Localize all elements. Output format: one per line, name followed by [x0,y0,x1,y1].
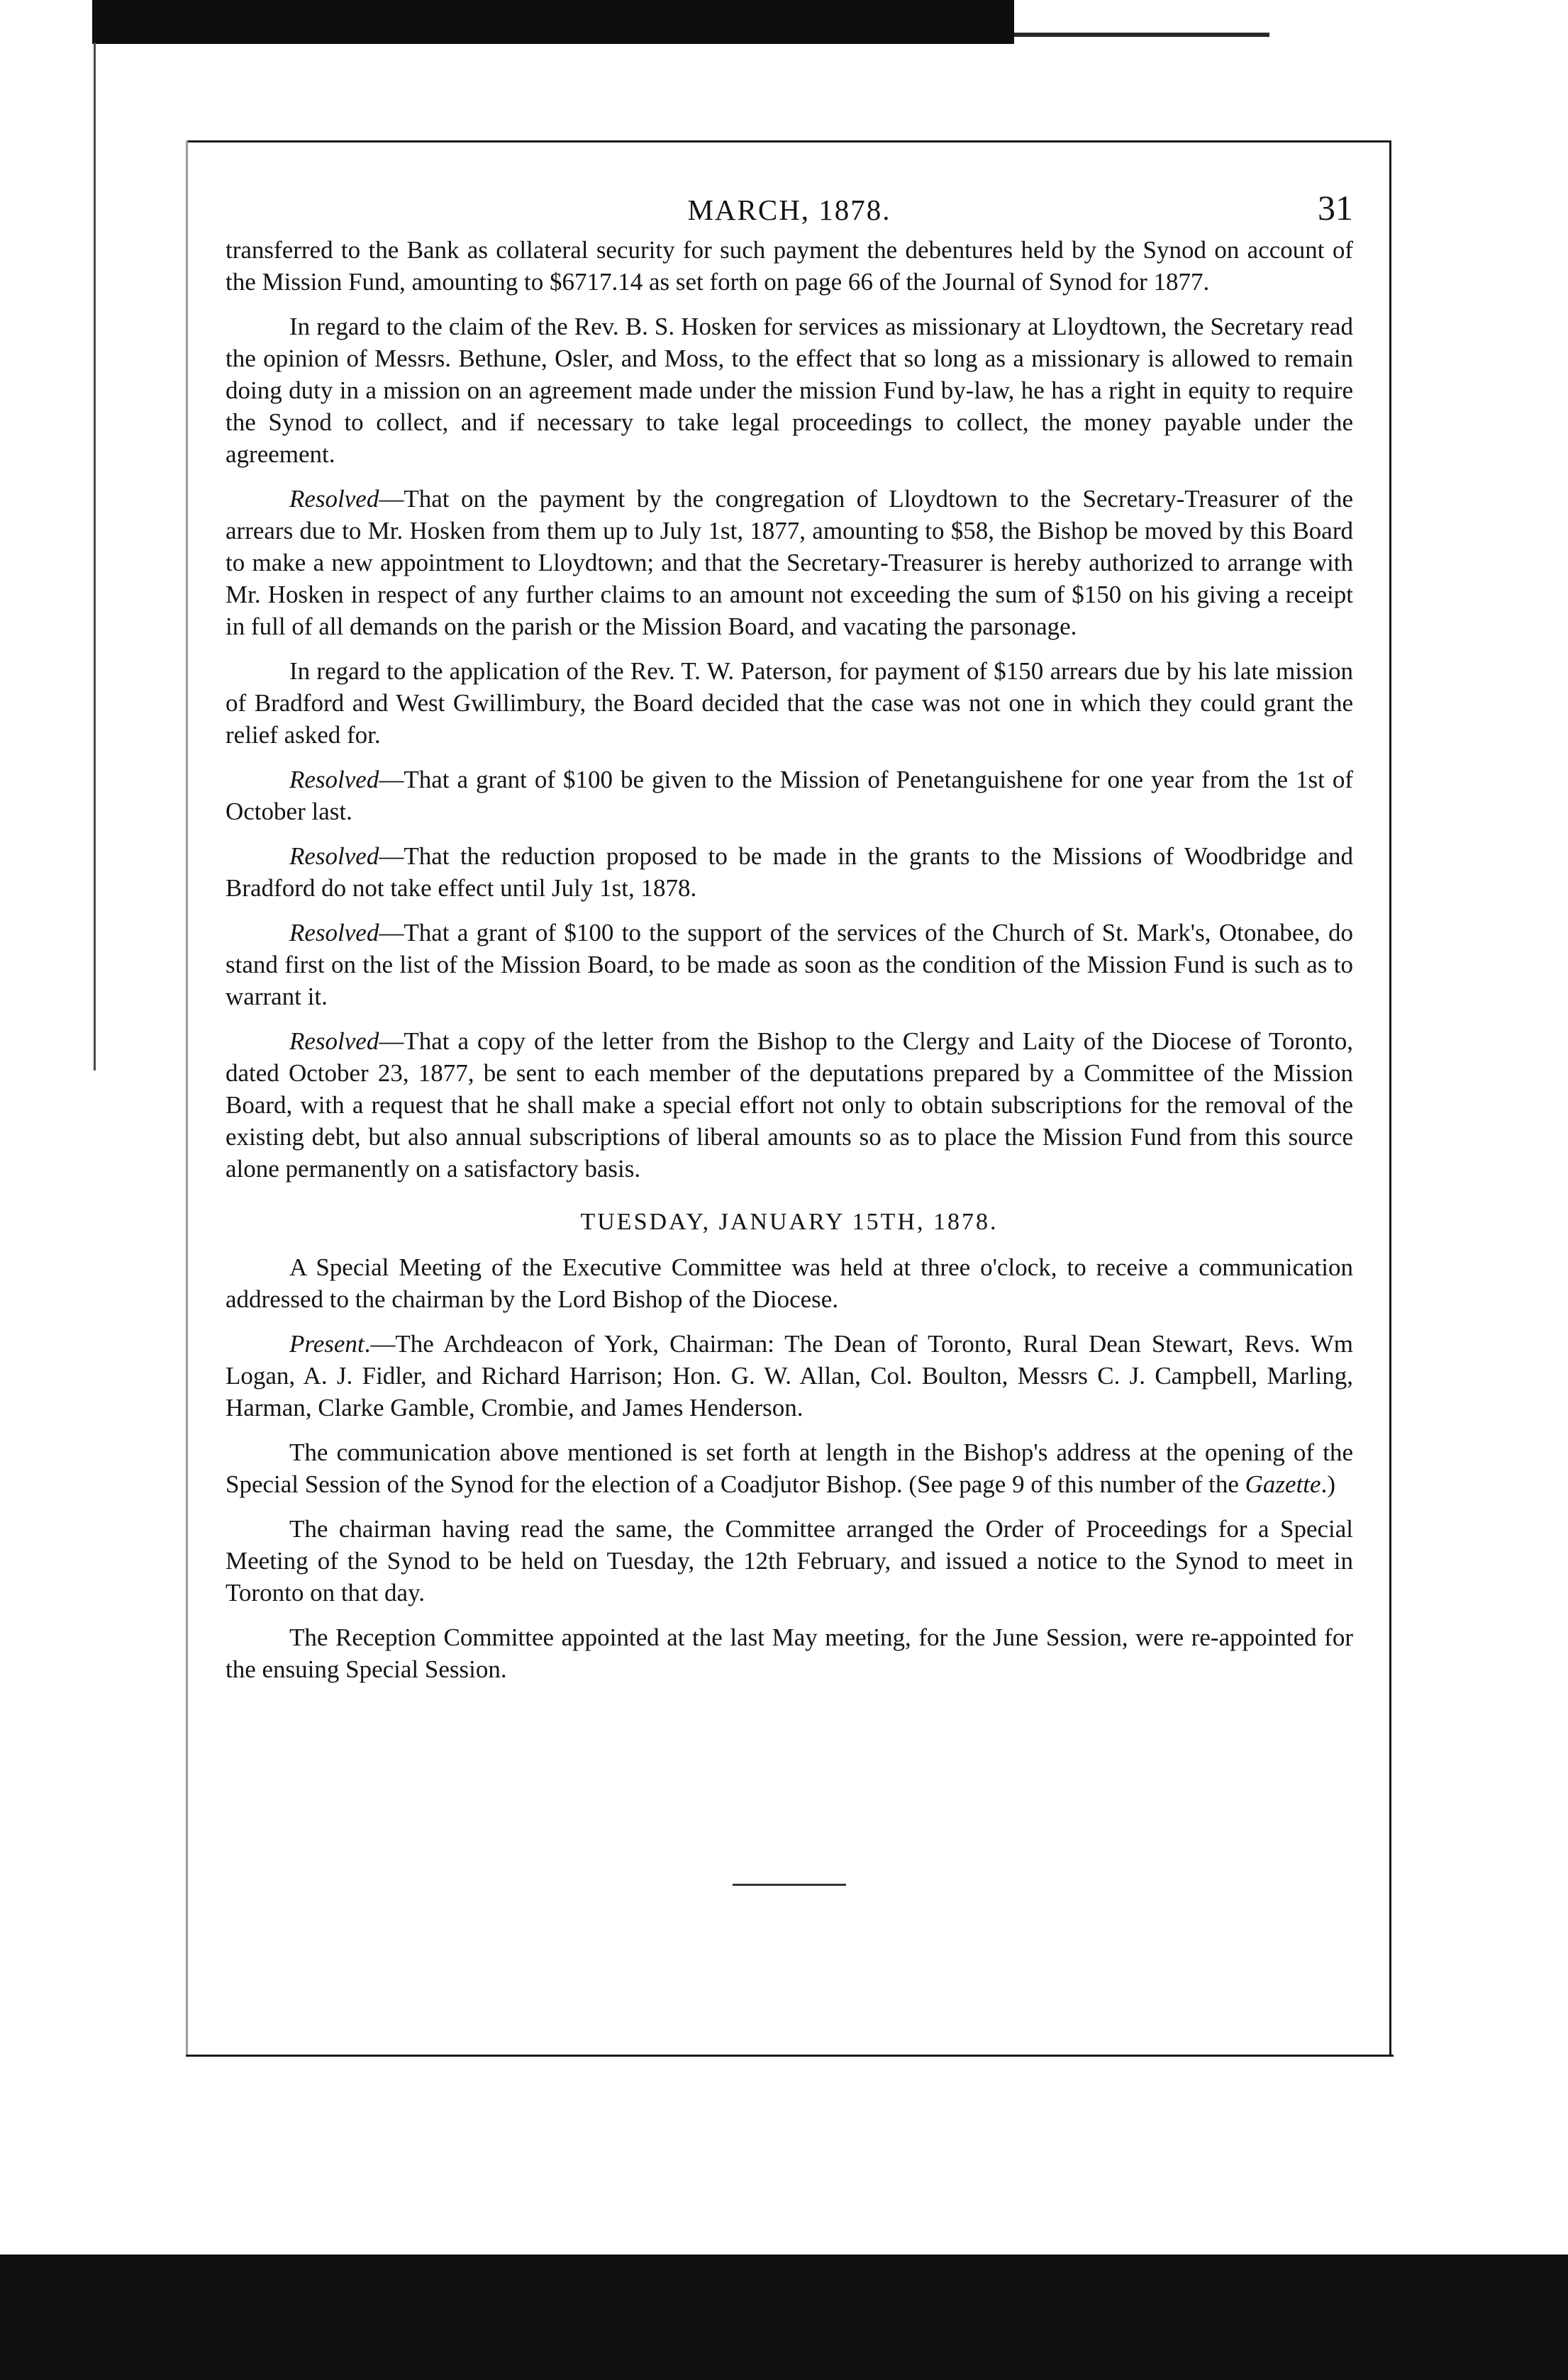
paragraph [226,234,1353,298]
paragraph-lead: Resolved [289,1027,379,1055]
section-subheading: TUESDAY, JANUARY 15TH, 1878. [580,1209,999,1235]
paragraph-text: The Reception Committee appointed at the last May meeting, for the June Session, were re-appointed for the ensuing Special Session. [226,1624,1353,1683]
paragraph [226,1436,1353,1500]
scan-edge-top [92,0,1014,44]
paragraph-text: —That a grant of $100 be given to the Mission of Penetanguishene for one year from the 1st of October last. [226,766,1353,825]
end-rule [733,1884,846,1886]
paragraph-text: In regard to the application of the Rev. T. W. Paterson, for payment of $150 arrears due by his late mission of Bradford and West Gwillimbury, the Board decided that the case was not one in which they could grant the relief asked for. [226,657,1353,749]
scan-edge-top-fade [1014,33,1269,37]
paragraph-text: .—The Archdeacon of York, Chairman: The Dean of Toronto, Rural Dean Stewart, Revs. Wm Logan, A. J. Fidler, and Richard Harrison; Hon. G. W. Allan, Col. Boulton, Messrs C. J. Campbell, Marling, Harman, Clarke Gamble, Crombie, and James Henderson. [226,1330,1353,1421]
paragraph-text: —That a copy of the letter from the Bishop to the Clergy and Laity of the Diocese of Toronto, dated October 23, 1877, be sent to each member of the deputations prepared by a Committee of the Mission Board, with a request that he shall make a special effort not only to obtain subscriptions for the removal of the existing debt, but also annual subscriptions of liberal amounts so as to place the Mission Fund from this source alone permanently on a satisfactory basis. [226,1027,1353,1183]
page-frame-left [186,140,188,2057]
paragraph [226,764,1353,827]
paragraph-text: In regard to the claim of the Rev. B. S. Hosken for services as missionary at Lloydtown, the Secretary read the opinion of Messrs. Bethune, Osler, and Moss, to the effect that so long as a missionary is allowed to remain doing duty in a mission on an agreement made under the mission Fund by-law, he has a right in equity to require the Synod to collect, and if necessary to take legal proceedings to collect, the money payable under the agreement. [226,313,1353,468]
paragraph-lead: Resolved [289,842,379,870]
body-section-2 [226,1251,1353,1685]
body-section-1 [226,234,1353,1185]
paragraph [226,1513,1353,1609]
paragraph-text: —That the reduction proposed to be made in the grants to the Missions of Woodbridge and Bradford do not take effect until July 1st, 1878. [226,842,1353,902]
paragraph [226,655,1353,751]
paragraph-italic: Gazette [1245,1470,1321,1498]
scan-edge-bottom [0,2255,1568,2380]
paragraph-lead: Resolved [289,485,379,513]
paragraph [226,1621,1353,1685]
running-head [226,156,1353,234]
paragraph [226,311,1353,470]
running-head-title: MARCH, 1878. [687,194,891,226]
paragraph [226,1025,1353,1185]
paragraph-text: —That on the payment by the congregation of Lloydtown to the Secretary-Treasurer of the arrears due to Mr. Hosken from them up to July 1st, 1877, amounting to $58, the Bishop be moved by this Board to make a new appointment to Lloydtown; and that the Secretary-Treasurer is hereby authorized to arrange with Mr. Hosken in respect of any further claims to an amount not exceeding the sum of $150 on his giving a receipt in full of all demands on the parish or the Mission Board, and vacating the parsonage. [226,485,1353,640]
paragraph-text: transferred to the Bank as collateral security for such payment the debentures held by the Synod on account of the Mission Fund, amounting to $6717.14 as set forth on page 66 of the Journal of Synod for 1877. [226,236,1353,296]
paragraph [226,483,1353,642]
document-page [226,156,1353,1886]
paragraph-text: A Special Meeting of the Executive Committee was held at three o'clock, to receive a communication addressed to the chairman by the Lord Bishop of the Diocese. [226,1253,1353,1313]
page-number: 31 [1318,188,1353,228]
scan-edge-left [94,43,96,1071]
paragraph-lead: Present [289,1330,365,1358]
page-frame-bottom [186,2055,1394,2057]
paragraph [226,840,1353,904]
paragraph-text: The communication above mentioned is set forth at length in the Bishop's address at the opening of the Special Session of the Synod for the election of a Coadjutor Bishop. (See page 9 of this number of the [226,1438,1353,1498]
paragraph-tail: .) [1320,1470,1335,1498]
paragraph [226,917,1353,1012]
paragraph-lead: Resolved [289,766,379,793]
paragraph-text: The chairman having read the same, the Committee arranged the Order of Proceedings for a Special Meeting of the Synod to be held on Tuesday, the 12th February, and issued a notice to the Synod to meet in Toronto on that day. [226,1515,1353,1607]
paragraph [226,1328,1353,1424]
paragraph [226,1251,1353,1315]
paragraph-text: —That a grant of $100 to the support of the services of the Church of St. Mark's, Otonabee, do stand first on the list of the Mission Board, to be made as soon as the condition of the Mission Fund is such as to warrant it. [226,919,1353,1010]
paragraph-lead: Resolved [289,919,379,946]
